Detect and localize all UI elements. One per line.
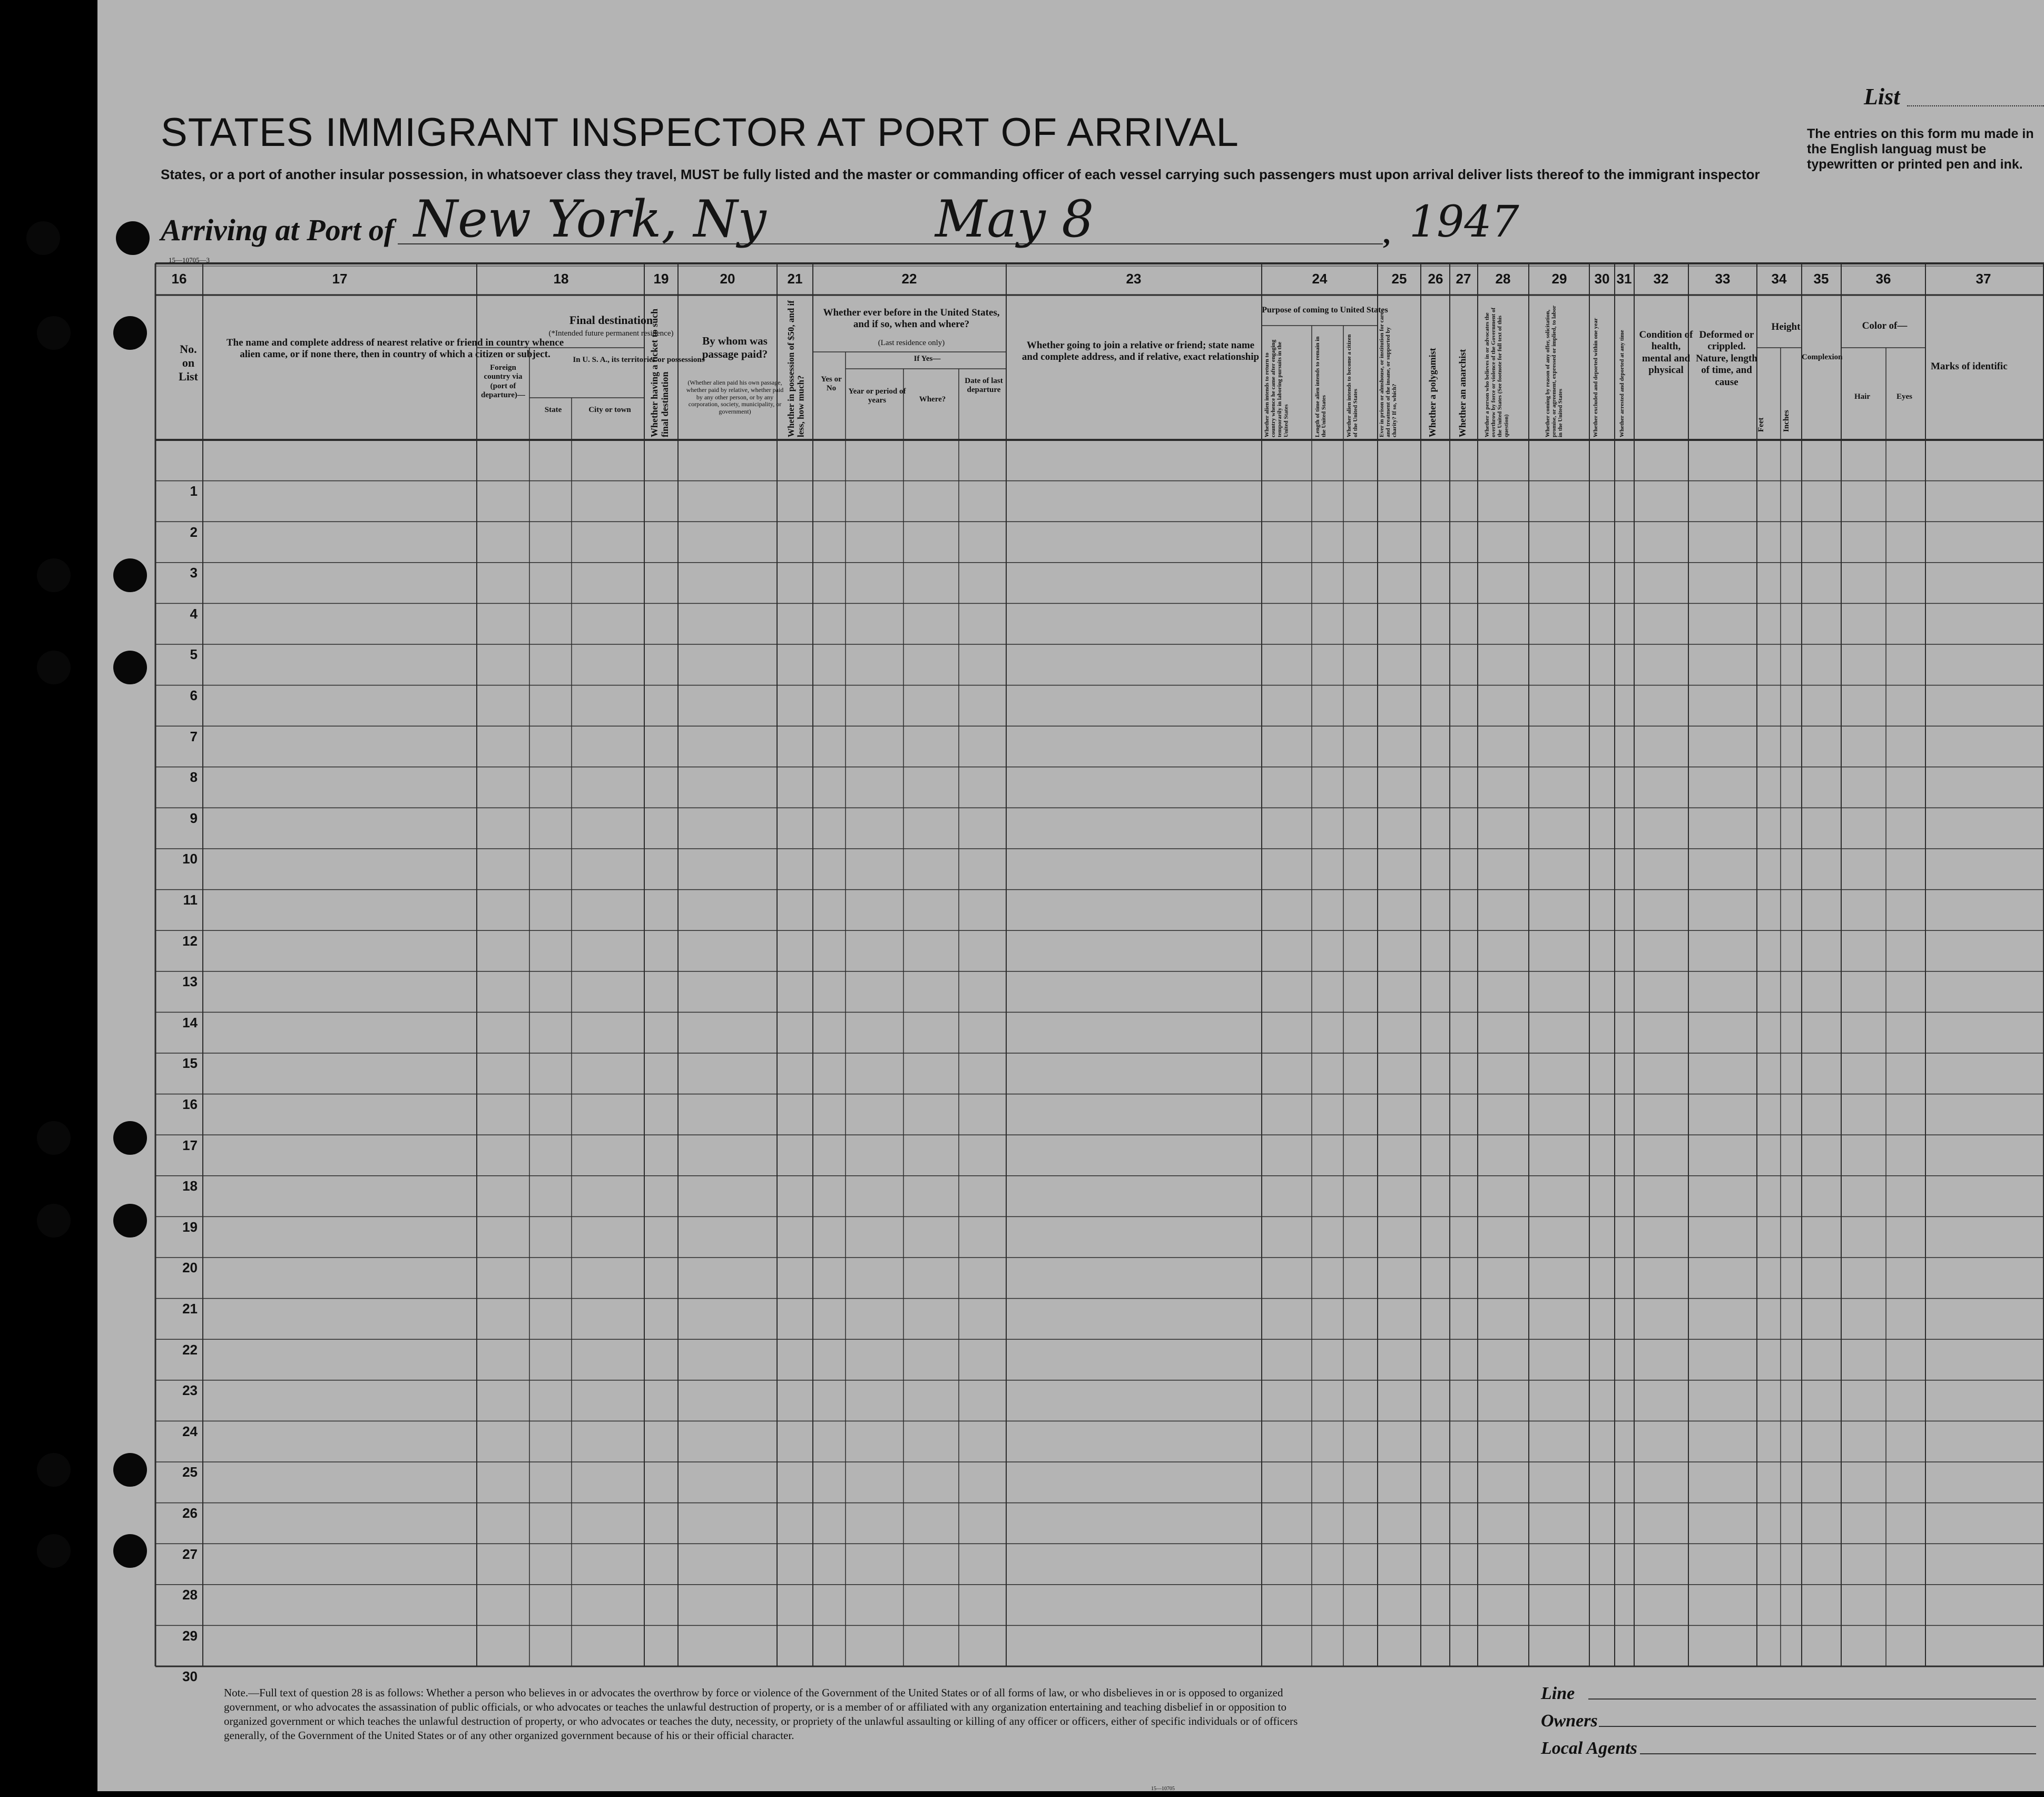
header-purpose-a: Whether alien intends to return to country whence he came after engaging temporarily in laboring pursuits in the United States <box>1264 339 1290 437</box>
header-passage-paid-sub: (Whether alien paid his own passage, whether paid by relative, whether paid by any other person, or by any corporation, society, municipality, or government) <box>686 379 784 416</box>
column-number: 35 <box>1813 271 1829 287</box>
row-number: 17 <box>182 1137 198 1153</box>
line-label: Line <box>1541 1684 1575 1703</box>
year-handwritten: 1947 <box>1409 197 1519 247</box>
header-overthrow: Whether a person who believes in or advocates the overthrow by force or violence of the Government of the United States (See footnote for full text of this question) <box>1484 307 1510 437</box>
column-number: 28 <box>1495 271 1511 287</box>
column-number: 31 <box>1616 271 1632 287</box>
punch-hole <box>113 1534 147 1568</box>
header-polygamist: Whether a polygamist <box>1427 348 1438 437</box>
column-number: 29 <box>1551 271 1567 287</box>
date-handwritten: May 8 <box>935 190 1094 249</box>
row-number: 14 <box>182 1014 198 1030</box>
punch-hole <box>37 1534 71 1568</box>
row-number: 4 <box>190 605 198 622</box>
column-number: 36 <box>1875 271 1891 287</box>
punch-hole <box>37 651 71 684</box>
header-marks: Marks of identific <box>1931 361 2008 372</box>
punch-hole <box>113 1453 147 1487</box>
punch-hole <box>113 1121 147 1155</box>
header-passage-paid: By whom was passage paid? <box>702 335 768 360</box>
row-number: 6 <box>190 688 198 703</box>
header-if-yes: If Yes— <box>913 355 941 363</box>
header-last-residence: (Last residence only) <box>878 339 945 347</box>
row-number: 19 <box>182 1219 198 1235</box>
header-health: Condition of health, mental and physical <box>1639 329 1693 376</box>
punch-hole <box>37 558 71 592</box>
form-title: STATES IMMIGRANT INSPECTOR AT PORT OF ARRIVAL <box>161 110 1239 155</box>
row-number: 16 <box>182 1096 198 1112</box>
header-color-of: Color of— <box>1862 320 1908 331</box>
punch-hole <box>113 558 147 592</box>
header-inches: Inches <box>1782 410 1791 432</box>
header-yes-no: Yes or No <box>821 375 842 393</box>
row-number: 11 <box>183 892 198 908</box>
column-number: 37 <box>1976 271 1991 287</box>
local-agents-label: Local Agents <box>1541 1739 1637 1758</box>
header-city: City or town <box>588 406 631 414</box>
punch-hole <box>113 1204 147 1238</box>
row-number: 13 <box>182 974 198 990</box>
row-number: 9 <box>190 810 198 826</box>
punch-hole <box>113 651 147 684</box>
header-purpose: Purpose of coming to United States <box>1262 306 1388 315</box>
row-number: 1 <box>190 483 198 499</box>
manifest-grid <box>97 0 2044 1791</box>
header-ticket: Whether having a ticket to such final destination <box>649 308 670 437</box>
side-instruction: The entries on this form mu made in the English languag must be typewritten or printed pen and ink. <box>1807 126 2034 172</box>
column-number: 22 <box>901 271 917 287</box>
column-number: 25 <box>1391 271 1407 287</box>
row-number: 12 <box>182 932 198 949</box>
row-number: 29 <box>182 1627 198 1644</box>
header-feet: Feet <box>1757 417 1765 432</box>
row-number: 15 <box>182 1055 198 1072</box>
list-label: List <box>1864 84 1900 110</box>
header-anarchist: Whether an anarchist <box>1457 349 1468 437</box>
header-arrested: Whether arrested and deported at any time <box>1619 330 1625 437</box>
header-foreign-country: Foreign country via (port of departure)— <box>481 364 525 399</box>
header-final-destination-sub: (*Intended future permanent residence) <box>548 329 674 338</box>
header-ever-before: Whether ever before in the United States, and if so, when and where? <box>823 307 1000 330</box>
header-complexion: Complexion <box>1802 353 1843 361</box>
owners-signature-line <box>1599 1726 2036 1727</box>
column-number: 24 <box>1312 271 1328 287</box>
row-number: 26 <box>182 1505 198 1521</box>
comma-separator: , <box>1383 218 1390 250</box>
header-nearest-relative: The name and complete address of nearest relative or friend in country whence alien came, or if none there, then in country of which a citizen or subject. <box>226 337 564 360</box>
row-number: 7 <box>190 728 198 744</box>
row-number: 25 <box>182 1464 198 1480</box>
row-number: 22 <box>182 1341 198 1358</box>
owners-label: Owners <box>1541 1711 1598 1731</box>
column-number: 18 <box>553 271 569 287</box>
header-eyes: Eyes <box>1896 392 1912 401</box>
row-number: 5 <box>190 646 198 663</box>
punch-hole <box>116 221 150 255</box>
punch-hole <box>37 1121 71 1155</box>
column-number: 33 <box>1715 271 1731 287</box>
line-signature-line <box>1588 1698 2036 1700</box>
punch-hole <box>37 1453 71 1487</box>
header-prison: Ever in prison or almshouse, or institution for care and treatment of the insane, or supported by charity? If so, which? <box>1379 312 1398 437</box>
header-date-departure: Date of last departure <box>965 377 1003 395</box>
column-number: 19 <box>653 271 669 287</box>
punch-hole <box>113 316 147 350</box>
row-number: 2 <box>190 524 198 540</box>
header-no-on-list: No. on List <box>179 342 198 383</box>
local-agents-signature-line <box>1640 1753 2036 1754</box>
header-purpose-b: Length of time alien intends to remain in the United States <box>1314 336 1328 437</box>
header-labor-offer: Whether coming by reason of any offer, solicitation, promise, or agreement, expressed or implied, to labor in the United States <box>1545 306 1564 437</box>
header-height: Height <box>1771 321 1801 332</box>
row-number: 20 <box>182 1260 198 1276</box>
header-purpose-c: Whether alien intends to become a citizen of the United States <box>1346 334 1359 437</box>
form-code-top: 15—10705—3 <box>169 256 210 264</box>
form-code-bottom: 15—10705 <box>1151 1786 1175 1792</box>
punch-hole <box>37 316 71 350</box>
header-fifty-dollars: Whether in possession of $50, and if less, how much? <box>786 300 806 437</box>
row-number: 18 <box>182 1178 198 1194</box>
column-number: 32 <box>1653 271 1669 287</box>
header-join-relative: Whether going to join a relative or friend; state name and complete address, and if relative, exact relationship <box>1021 340 1260 363</box>
row-number: 30 <box>182 1668 198 1685</box>
column-number: 20 <box>720 271 735 287</box>
form-subtitle: States, or a port of another insular possession, in whatsoever class they travel, MUST be fully listed and the master or commanding officer of each vessel carrying such passengers must upon arrival deliver lists thereof to the immigrant inspector <box>161 166 1760 182</box>
column-number: 34 <box>1771 271 1787 287</box>
column-number: 21 <box>787 271 803 287</box>
row-number: 3 <box>190 565 198 581</box>
header-deformed: Deformed or crippled. Nature, length of time, and cause <box>1696 329 1757 388</box>
row-number: 8 <box>190 769 198 785</box>
column-number: 16 <box>171 271 187 287</box>
row-number: 27 <box>182 1546 198 1562</box>
header-in-usa: In U. S. A., its territories or possessions <box>573 356 705 364</box>
header-final-destination: Final destination <box>569 313 653 327</box>
row-number: 28 <box>182 1587 198 1603</box>
column-number: 26 <box>1428 271 1443 287</box>
row-number: 23 <box>182 1382 198 1399</box>
row-number: 21 <box>182 1301 198 1317</box>
row-number: 10 <box>182 851 198 867</box>
header-where: Where? <box>919 395 946 404</box>
header-excluded: Whether excluded and deported within one year <box>1593 318 1599 437</box>
column-number: 27 <box>1456 271 1471 287</box>
header-state: State <box>544 406 562 414</box>
punch-hole <box>26 221 60 255</box>
port-handwritten: New York, Ny <box>414 190 766 249</box>
column-number: 23 <box>1126 271 1142 287</box>
column-number: 30 <box>1594 271 1610 287</box>
row-number: 24 <box>182 1423 198 1439</box>
arriving-label: Arriving at Port of <box>161 213 395 247</box>
column-number: 17 <box>332 271 348 287</box>
punch-hole <box>37 1204 71 1238</box>
header-hair: Hair <box>1854 392 1870 401</box>
footnote-question-28: Note.—Full text of question 28 is as follows: Whether a person who believes in or advocates the overthrow by force or violence of the Government of the United States or of all forms of law, or who disbelieves in or is opposed to organized government, or who advocates the assassination of public officials, or who advocates or teaches the unlawful destruction of property, or is a member of or affiliated with any organization entertaining and teaching disbelief in or opposition to organized government or which teaches the unlawful destruction of property, or who advocates or teaches the duty, necessity, or propriety of the unlawful assaulting or killing of any officer or officers, either of specific individuals or of officers generally, of the Government of the United States or of any other organized government because of his or their official character. <box>224 1686 1298 1742</box>
header-year-period: Year or period of years <box>848 387 906 405</box>
manifest-sheet <box>97 0 2044 1791</box>
